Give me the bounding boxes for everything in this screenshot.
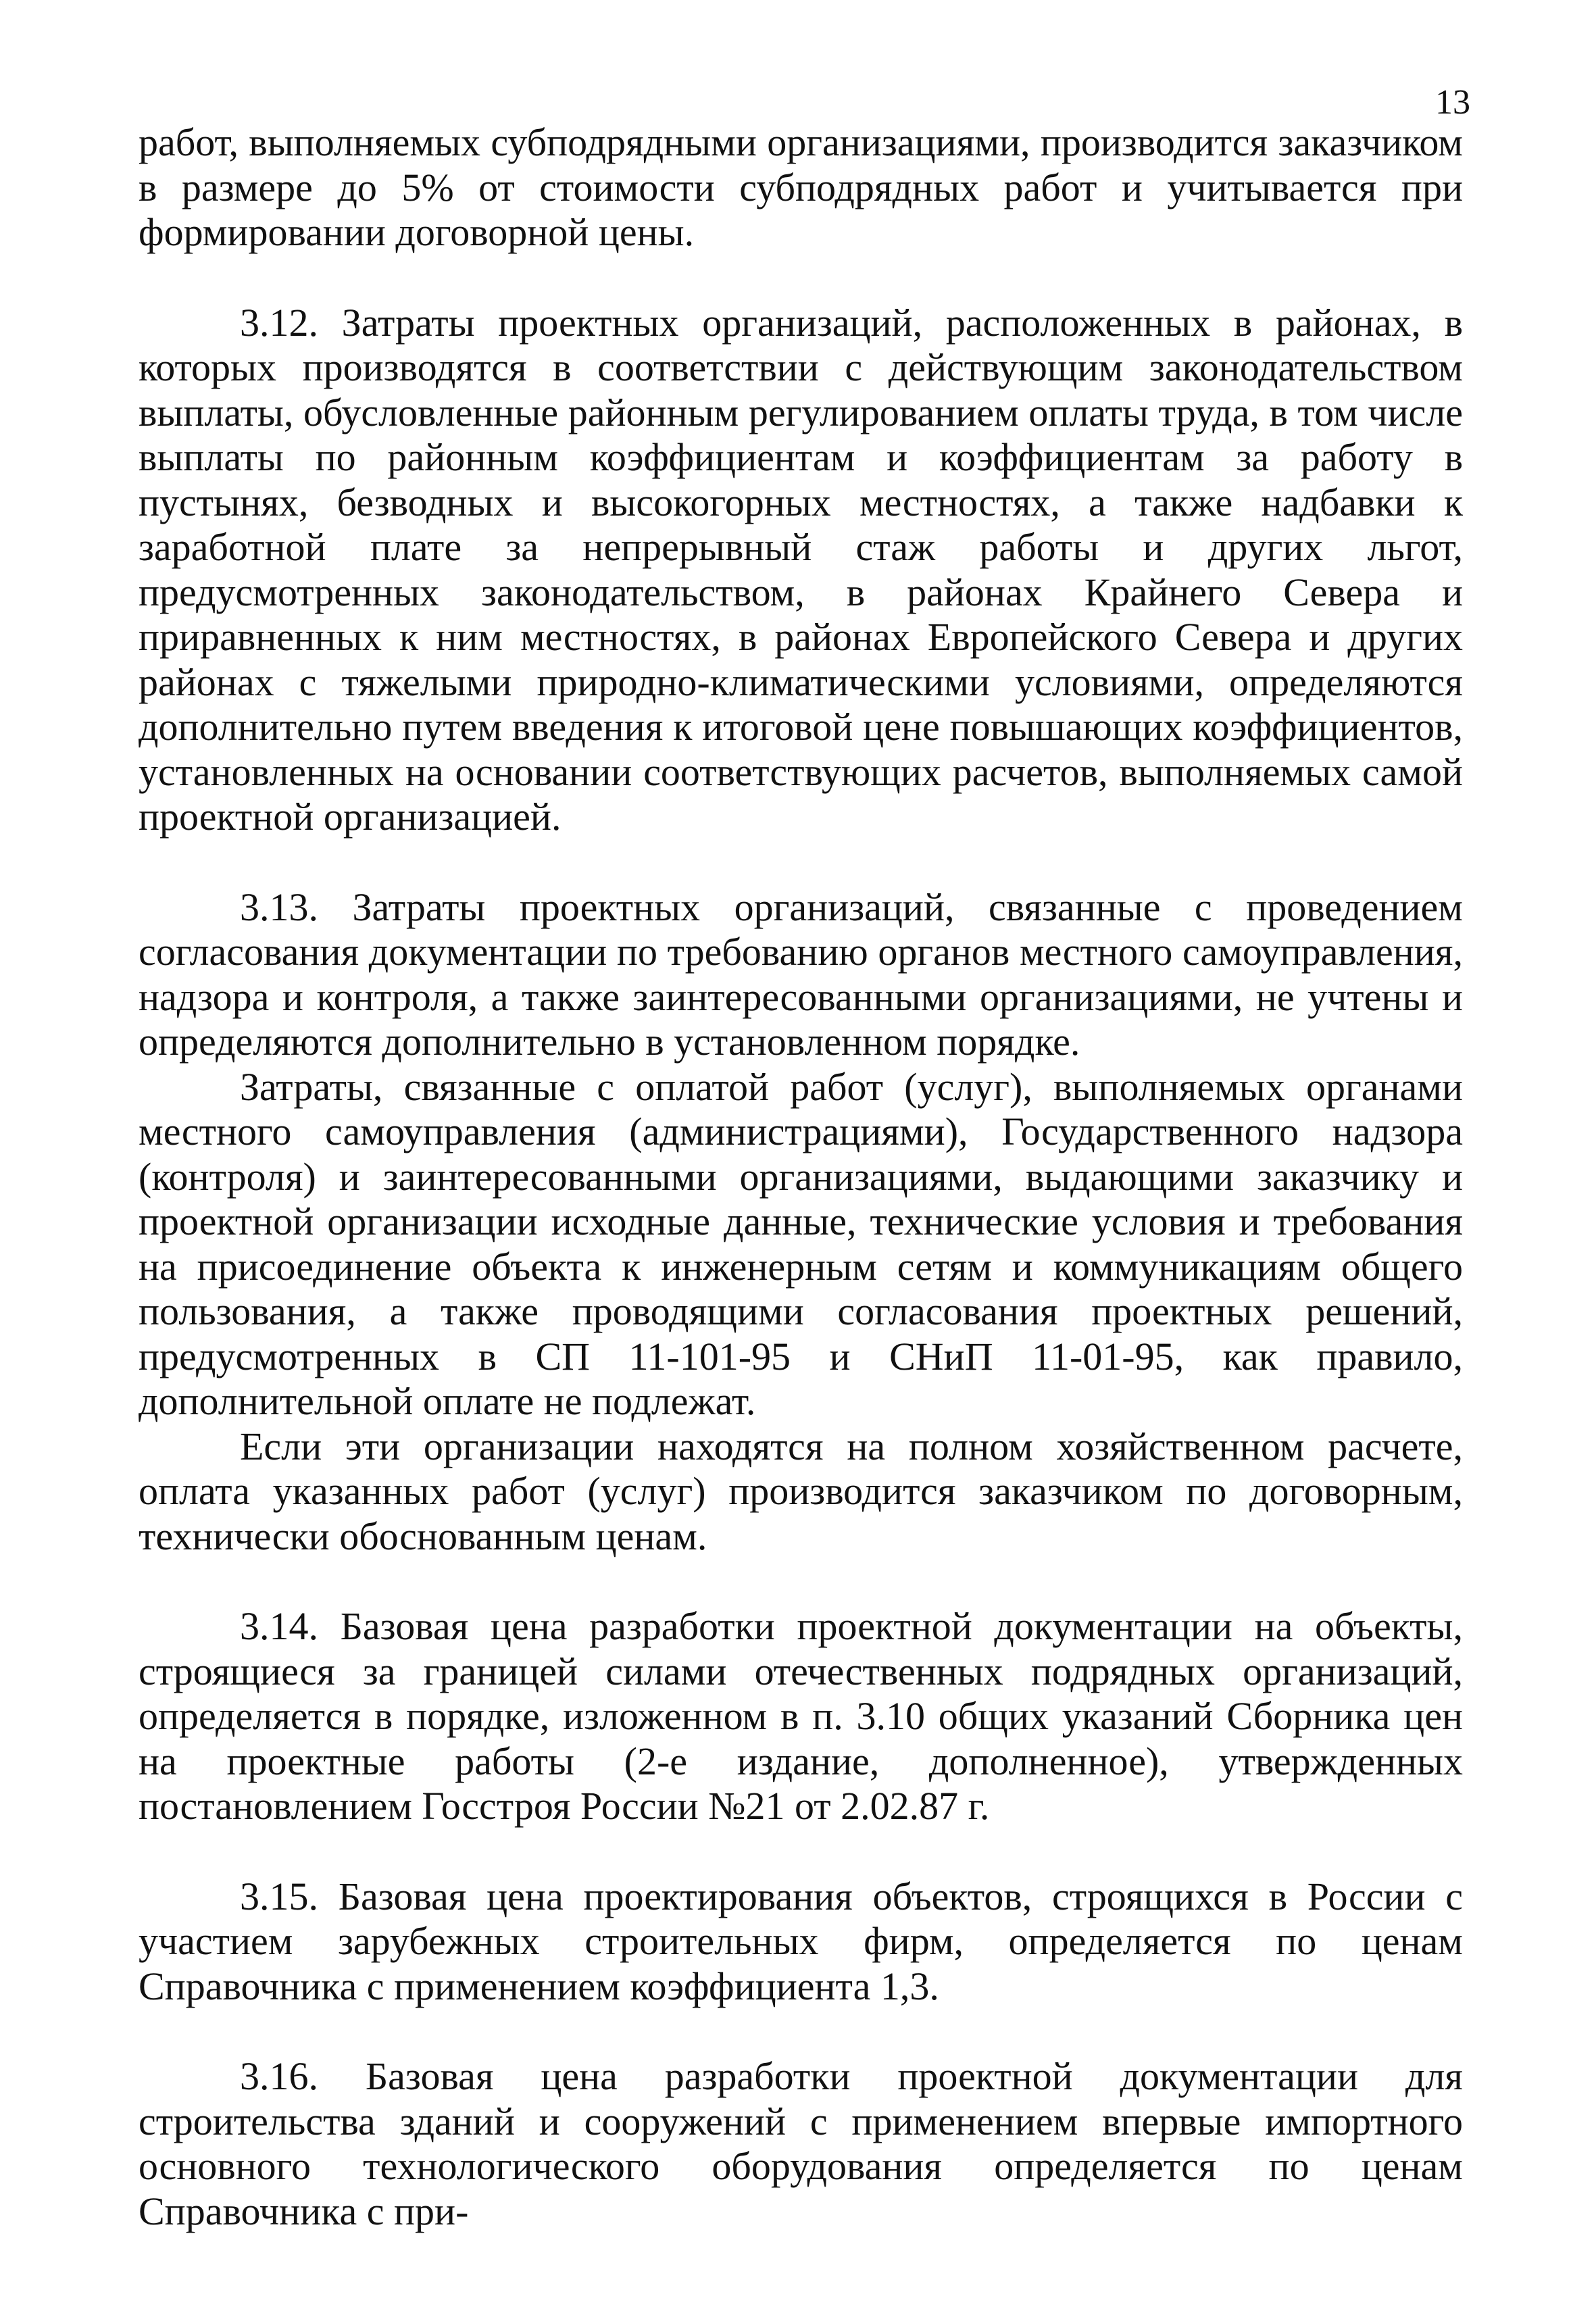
paragraph-3-16: 3.16. Базовая цена разработки проектной документации для строительства зданий и сооружений с применением впервые импортного основного технологического оборудования определяется по ценам Справочника с при- [139, 2054, 1463, 2233]
paragraph-3-13: 3.13. Затраты проектных организаций, связанные с проведением согласования документации по требованию органов местного самоуправления, надзора и контроля, а также заинтересованными организациями, не учтены и определяются дополнительно в установленном порядке. [139, 885, 1463, 1064]
paragraph-3-15: 3.15. Базовая цена проектирования объектов, строящихся в России с участием зарубежных строительных фирм, определяется по ценам Справочника с применением коэффициента 1,3. [139, 1874, 1463, 2008]
paragraph-3-14: 3.14. Базовая цена разработки проектной документации на объекты, строящиеся за границей силами отечественных подрядных организаций, определяется в порядке, изложенном в п. 3.10 общих указаний Сборника цен на проектные работы (2-е издание, дополненное), утвержденных постановлением Госстроя России №21 от 2.02.87 г. [139, 1604, 1463, 1828]
page-number: 13 [1435, 83, 1470, 122]
page-body [139, 120, 1463, 2234]
paragraph-continuation: работ, выполняемых субподрядными организациями, производится заказчиком в размере до 5% от стоимости субподрядных работ и учитывается при формировании договорной цены. [139, 120, 1463, 254]
paragraph-3-12: 3.12. Затраты проектных организаций, расположенных в районах, в которых производятся в соответствии с действующим законодательством выплаты, обусловленные районным регулированием оплаты труда, в том числе выплаты по районным коэффициентам и коэффициентам за работу в пустынях, безводных и высокогорных местностях, а также надбавки к заработной плате за непрерывный стаж работы и других льгот, предусмотренных законодательством, в районах Крайнего Севера и приравненных к ним местностях, в районах Европейского Севера и других районах с тяжелыми природно-климатическими условиями, определяются дополнительно путем введения к итоговой цене повышающих коэффициентов, установленных на основании соответствующих расчетов, выполняемых самой проектной организацией. [139, 300, 1463, 839]
paragraph-3-13-self-financing: Если эти организации находятся на полном хозяйственном расчете, оплата указанных работ (услуг) производится заказчиком по договорным, технически обоснованным ценам. [139, 1424, 1463, 1558]
paragraph-3-13-costs: Затраты, связанные с оплатой работ (услуг), выполняемых органами местного самоуправления (администрациями), Государственного надзора (контроля) и заинтересованными организациями, выдающими заказчику и проектной организации исходные данные, технические условия и требования на присоединение объекта к инженерным сетям и коммуникациям общего пользования, а также проводящими согласования проектных решений, предусмотренных в СП 11-101-95 и СНиП 11-01-95, как правило, дополнительной оплате не подлежат. [139, 1064, 1463, 1423]
